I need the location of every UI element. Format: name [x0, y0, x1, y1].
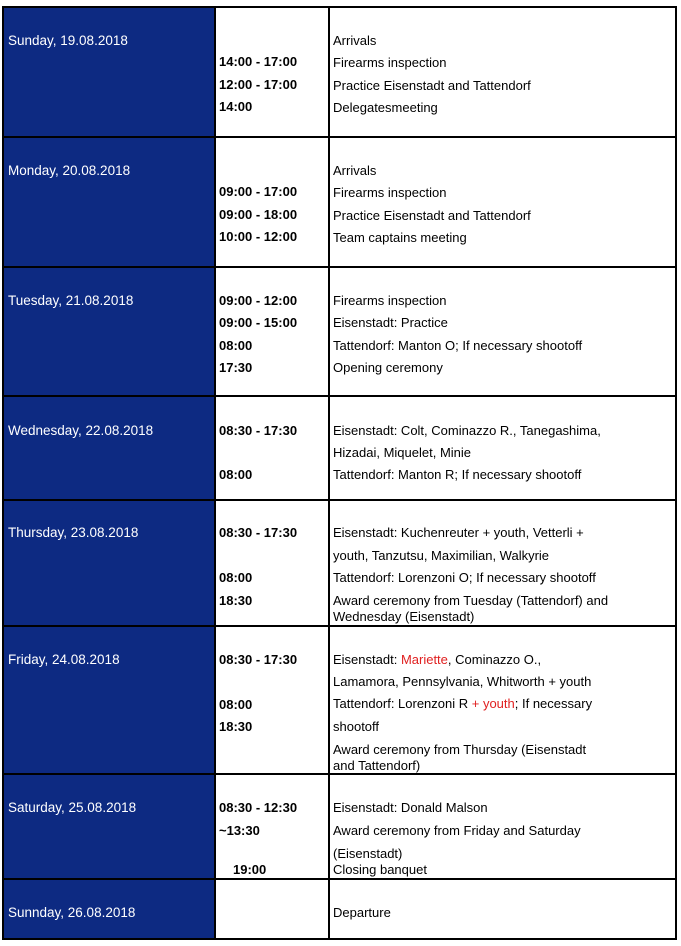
time-label: 17:30 — [219, 360, 253, 375]
activity-label: shootoff — [333, 719, 380, 734]
activity-label: (Eisenstadt) — [333, 846, 403, 861]
schedule-row — [4, 397, 675, 501]
time-label: 08:30 - 17:30 — [219, 525, 298, 540]
activity-label: Hizadai, Miquelet, Minie — [333, 445, 472, 460]
schedule-row — [4, 627, 675, 775]
activity-label: Practice Eisenstadt and Tattendorf — [333, 208, 531, 223]
schedule-row — [4, 268, 675, 397]
activity-text: Eisenstadt: — [333, 652, 401, 667]
time-label: 18:30 — [219, 719, 253, 734]
activity-label: Delegatesmeeting — [333, 100, 438, 115]
activities-cell — [330, 268, 675, 395]
time-label: 09:00 - 12:00 — [219, 293, 298, 308]
time-label: 08:30 - 17:30 — [219, 652, 298, 667]
schedule-row — [4, 8, 675, 138]
date-cell — [4, 138, 216, 266]
highlighted-text: + youth — [468, 696, 515, 711]
date-cell — [4, 501, 216, 625]
activity-label: Tattendorf: Manton R; If necessary shootoff — [333, 467, 582, 482]
activity-text: ; If necessary — [514, 696, 593, 711]
date-cell — [4, 268, 216, 395]
activities-cell — [330, 397, 675, 499]
date-label: Saturday, 25.08.2018 — [8, 800, 137, 815]
times-cell — [216, 501, 330, 625]
time-label: 08:00 — [219, 570, 253, 585]
activities-cell — [330, 501, 675, 625]
date-cell — [4, 397, 216, 499]
schedule-table — [2, 6, 677, 940]
activity-label: Arrivals — [333, 33, 377, 48]
date-cell — [4, 880, 216, 938]
date-cell — [4, 775, 216, 878]
activity-label: Award ceremony from Thursday (Eisenstadt — [333, 742, 587, 757]
time-label: 08:00 — [219, 338, 253, 353]
time-label: 09:00 - 17:00 — [219, 184, 298, 199]
time-label: ~13:30 — [219, 823, 260, 838]
time-label: 14:00 - 17:00 — [219, 54, 298, 69]
times-cell — [216, 138, 330, 266]
activity-label: Practice Eisenstadt and Tattendorf — [333, 78, 531, 93]
activity-text: , Cominazzo O., — [447, 652, 542, 667]
times-cell — [216, 775, 330, 878]
activity-label: Tattendorf: Manton O; If necessary shootoff — [333, 338, 583, 353]
activities-cell — [330, 627, 675, 773]
time-label: 08:30 - 17:30 — [219, 423, 298, 438]
schedule-row — [4, 501, 675, 627]
activity-label: youth, Tanzutsu, Maximilian, Walkyrie — [333, 548, 550, 563]
time-label: 08:00 — [219, 697, 253, 712]
time-label: 08:00 — [219, 467, 253, 482]
activity-label: Award ceremony from Friday and Saturday — [333, 823, 581, 838]
activity-label: Firearms inspection — [333, 185, 447, 200]
date-label: Sunnday, 26.08.2018 — [8, 905, 136, 920]
time-label: 10:00 - 12:00 — [219, 229, 298, 244]
time-label: 14:00 — [219, 99, 253, 114]
activities-cell — [330, 880, 675, 938]
time-label: 19:00 — [233, 862, 267, 877]
activity-label: Arrivals — [333, 163, 377, 178]
date-label: Thursday, 23.08.2018 — [8, 525, 139, 540]
activity-label: Team captains meeting — [333, 230, 467, 245]
times-cell — [216, 627, 330, 773]
time-label: 12:00 - 17:00 — [219, 77, 298, 92]
date-label: Wednesday, 22.08.2018 — [8, 423, 154, 438]
activity-label: Award ceremony from Tuesday (Tattendorf) and — [333, 593, 609, 608]
activity-label — [333, 696, 592, 711]
activity-label: Firearms inspection — [333, 55, 447, 70]
activities-cell — [330, 138, 675, 266]
activity-label — [333, 652, 541, 667]
activity-label: Wednesday (Eisenstadt) — [333, 609, 475, 624]
activity-label: Eisenstadt: Donald Malson — [333, 800, 488, 815]
activities-cell — [330, 8, 675, 136]
time-label: 18:30 — [219, 593, 253, 608]
times-cell — [216, 880, 330, 938]
date-label: Sunday, 19.08.2018 — [8, 33, 128, 48]
activity-label: Eisenstadt: Colt, Cominazzo R., Tanegashima, — [333, 423, 601, 438]
time-label: 08:30 - 12:30 — [219, 800, 298, 815]
highlighted-text: Mariette — [400, 652, 448, 667]
time-label: 09:00 - 15:00 — [219, 315, 298, 330]
activities-cell — [330, 775, 675, 878]
activity-label: Tattendorf: Lorenzoni O; If necessary shootoff — [333, 570, 596, 585]
date-label: Tuesday, 21.08.2018 — [8, 293, 134, 308]
activity-label: and Tattendorf) — [333, 758, 421, 773]
times-cell — [216, 397, 330, 499]
activity-label: Closing banquet — [333, 862, 427, 877]
schedule-row — [4, 775, 675, 880]
activity-label: Firearms inspection — [333, 293, 447, 308]
activity-label: Eisenstadt: Kuchenreuter + youth, Vetterli + — [333, 525, 584, 540]
activity-label: Lamamora, Pennsylvania, Whitworth + youth — [333, 674, 592, 689]
date-cell — [4, 8, 216, 136]
schedule-row — [4, 880, 675, 938]
date-label: Monday, 20.08.2018 — [8, 163, 131, 178]
schedule-row — [4, 138, 675, 268]
activity-label: Opening ceremony — [333, 360, 443, 375]
times-cell — [216, 8, 330, 136]
activity-label: Departure — [333, 905, 391, 920]
date-label: Friday, 24.08.2018 — [8, 652, 120, 667]
activity-text: Tattendorf: Lorenzoni R — [333, 696, 469, 711]
activity-label: Eisenstadt: Practice — [333, 315, 448, 330]
time-label: 09:00 - 18:00 — [219, 207, 298, 222]
date-cell — [4, 627, 216, 773]
times-cell — [216, 268, 330, 395]
